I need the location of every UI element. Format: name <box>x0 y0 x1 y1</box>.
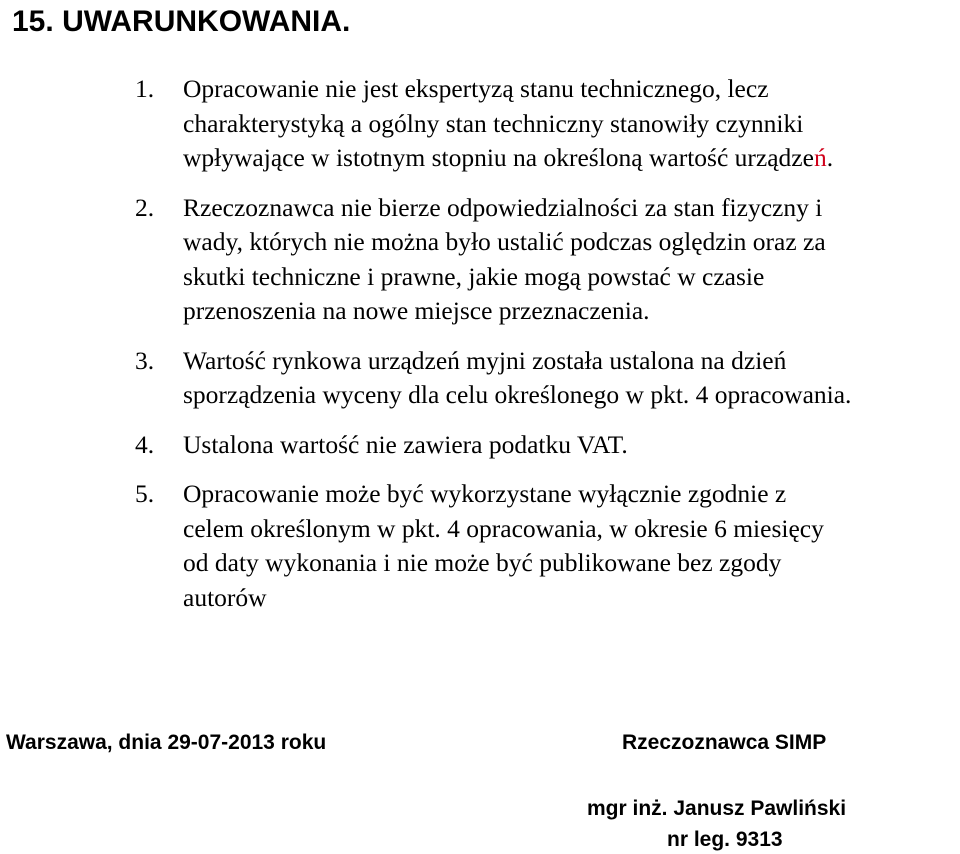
condition-item-1 <box>0 72 960 176</box>
condition-item-4 <box>0 428 960 463</box>
condition-item-3 <box>0 344 960 413</box>
registration-number: nr leg. 9313 <box>667 828 783 851</box>
condition-text-line: Opracowanie może być wykorzystane wyłącznie zgodnie z <box>183 479 787 508</box>
condition-text-line: od daty wykonania i nie może być publikowane bez zgody <box>183 548 782 577</box>
condition-text-line: sporządzenia wyceny dla celu określonego w pkt. 4 opracowania. <box>183 380 852 409</box>
section-title: UWARUNKOWANIA. <box>62 5 351 38</box>
highlighted-character: ń <box>813 143 827 172</box>
section-heading <box>12 2 350 42</box>
condition-number: 4. <box>135 429 155 459</box>
condition-text-line: skutki techniczne i prawne, jakie mogą powstać w czasie <box>183 261 765 291</box>
condition-text-line: Ustalona wartość nie zawiera podatku VAT. <box>183 429 628 459</box>
condition-text-line: Opracowanie nie jest ekspertyzą stanu technicznego, lecz <box>183 74 769 103</box>
condition-text-line: celem określonym w pkt. 4 opracowania, w okresie 6 miesięcy <box>183 513 824 543</box>
condition-text-fragment: . <box>826 143 834 172</box>
condition-number: 1. <box>135 74 155 103</box>
condition-text-line: Rzeczoznawca nie bierze odpowiedzialności za stan fizyczny i <box>183 192 823 222</box>
condition-text-line: przenoszenia na nowe miejsce przeznaczenia. <box>183 296 650 325</box>
condition-item-2 <box>0 191 960 329</box>
signatory-name: mgr inż. Janusz Pawliński <box>587 797 847 820</box>
condition-text-line: autorów <box>183 582 267 612</box>
condition-text-line: Wartość rynkowa urządzeń myjni została ustalona na dzień <box>183 345 787 375</box>
condition-text-fragment: wpływające w istotnym stopniu na określoną wartość urządze <box>183 143 814 172</box>
condition-number: 5. <box>135 479 155 508</box>
section-number: 15. <box>12 5 54 38</box>
condition-number: 2. <box>135 192 155 222</box>
condition-item-5 <box>0 477 960 615</box>
condition-text-line: wady, których nie można było ustalić podczas oględzin oraz za <box>183 227 826 256</box>
condition-text-line <box>183 141 960 176</box>
place-and-date: Warszawa, dnia 29-07-2013 roku <box>6 731 327 754</box>
conditions-list <box>0 72 960 630</box>
condition-number: 3. <box>135 345 155 375</box>
condition-text-line: charakterystyką a ogólny stan techniczny stanowiły czynniki <box>183 108 804 138</box>
signatory-role: Rzeczoznawca SIMP <box>622 731 827 754</box>
